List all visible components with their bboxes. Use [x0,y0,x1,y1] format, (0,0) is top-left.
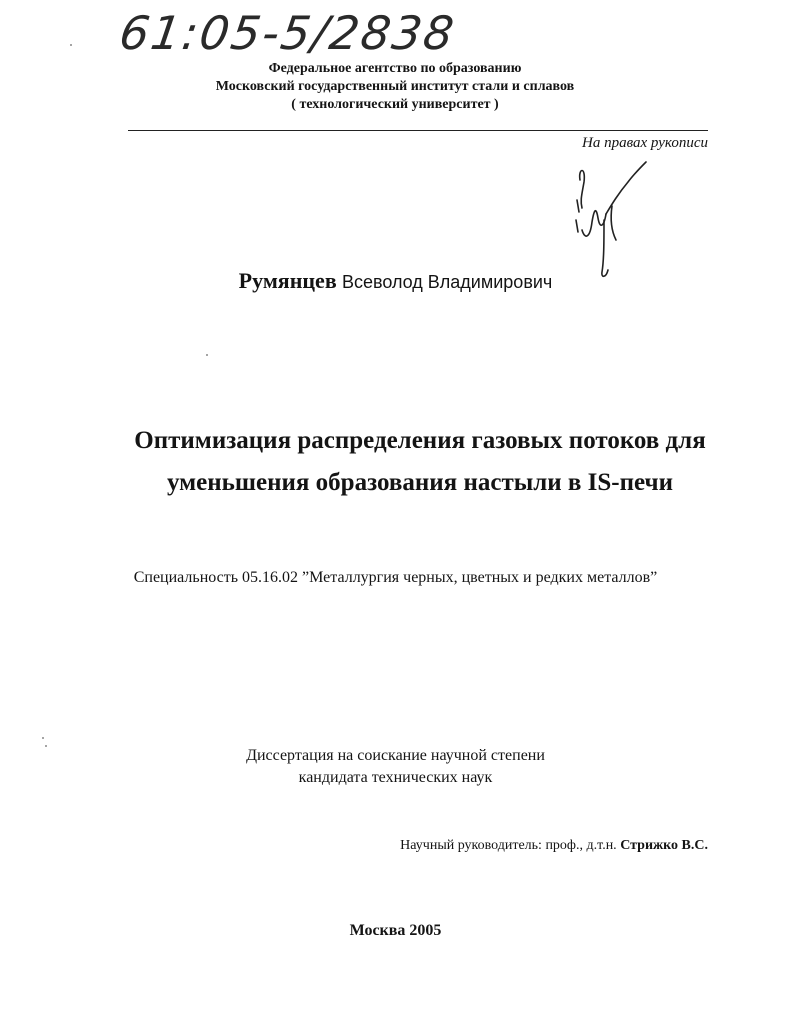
manuscript-note: На правах рукописи [582,135,708,151]
city-year: Москва 2005 [349,922,442,939]
supervisor-line [400,838,708,854]
org-line-university: ( технологический университет ) [291,97,499,112]
degree-line-1: Диссертация на соискание научной степени [246,747,545,764]
horizontal-rule [128,130,708,131]
organization-block [150,60,640,114]
supervisor-name: Стрижко В.С. [620,838,708,853]
scan-speck [42,737,44,739]
scan-speck [206,354,208,356]
org-line-institute: Московский государственный институт стали и сплавов [215,79,575,94]
degree-statement [0,745,791,789]
signature-mark [560,160,660,280]
title-line-2: уменьшения образования настыли в IS-печи [166,469,674,496]
org-line-agency: Федеральное агентство по образованию [268,61,522,76]
author-name [0,268,791,294]
author-given-names: Всеволод Владимирович [341,272,553,292]
specialty-line: Специальность 05.16.02 ”Металлургия черных, цветных и редких металлов” [133,569,658,586]
scan-speck [45,745,47,747]
scan-speck [70,44,72,46]
title-line-1: Оптимизация распределения газовых потоков для [134,427,706,454]
degree-line-2: кандидата технических наук [298,769,493,786]
supervisor-label: Научный руководитель: проф., д.т.н. [400,838,617,853]
thesis-title [70,420,770,504]
author-surname: Румянцев [238,268,337,293]
archive-code-handwritten: 61:05-5/2838 [116,6,459,60]
